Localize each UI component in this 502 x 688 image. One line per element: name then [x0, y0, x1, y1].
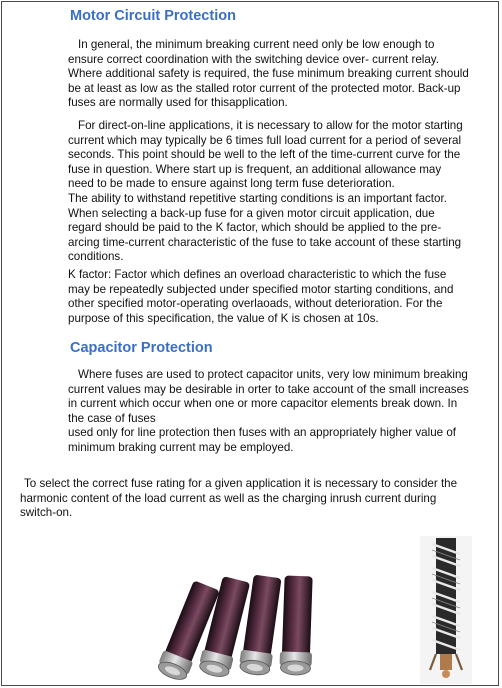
text-line: be at least as low as the stalled rotor current of the protected motor. Back-up: [68, 81, 461, 95]
text-line: purpose of this specification, the value of K is chosen at 10s.: [68, 311, 379, 325]
fuse-element-photo: [420, 536, 472, 684]
motor-heading: Motor Circuit Protection: [70, 8, 236, 24]
text-line: arcing time-current characteristic of the fuse to take account of these starting: [68, 235, 462, 249]
text-line: seconds. This point should be well to the left of the time-current curve for the: [68, 148, 461, 162]
text-line: other specified motor-operating overlaoads, without deterioration. For the: [68, 297, 443, 311]
text-line: Where additional safety is required, the fuse minimum breaking current should: [68, 67, 469, 81]
text-line: need to be made to ensure against long term fuse deterioration.: [68, 177, 395, 191]
text-line: For direct-on-line applications, it is necessary to allow for the motor starting: [78, 119, 463, 132]
text-line: The ability to withstand repetitive starting conditions is an important factor.: [68, 191, 447, 205]
fuses-photo: [157, 570, 329, 685]
text-line: Where fuses are used to protect capacitor units, very low minimum breaking: [78, 368, 468, 381]
text-line: may be repeatedly subjected under specified motor starting conditions, and: [68, 282, 454, 296]
capacitor-heading: Capacitor Protection: [70, 340, 213, 356]
text-line: conditions.: [68, 250, 124, 264]
motor-paragraph-2: [68, 119, 486, 265]
text-line: ensure correct coordination with the switching device over- current relay.: [68, 52, 439, 66]
text-line: minimum braking current may be employed.: [68, 440, 294, 454]
document-page: [1, 1, 499, 686]
text-line: K factor: Factor which defines an overload characteristic to which the fuse: [68, 268, 447, 281]
text-line: harmonic content of the load current as well as the charging inrush current during: [20, 491, 437, 505]
motor-paragraph-1: [68, 38, 486, 111]
rating-paragraph: [20, 477, 490, 521]
k-factor-paragraph: [68, 268, 486, 326]
text-line: current which may typically be 6 times full load current for a period of several: [68, 133, 462, 147]
text-line: the case of fuses: [68, 411, 156, 425]
fuse-4: [279, 575, 314, 675]
capacitor-paragraph: [68, 368, 486, 456]
text-line: fuse in question. Where start up is frequent, an additional allowance may: [68, 162, 442, 176]
text-line: In general, the minimum breaking current need only be low enough to: [78, 38, 435, 51]
text-line: To select the correct fuse rating for a given application it is necessary to consider the: [24, 477, 458, 490]
text-line: current values may be desirable in orter to take account of the small increases: [68, 382, 469, 396]
text-line: switch-on.: [20, 506, 73, 520]
text-line: in current which occur when one or more capacitor elements break down. In: [68, 397, 458, 411]
text-line: fuses are normally used for thisapplication.: [68, 96, 288, 110]
text-line: When selecting a back-up fuse for a given motor circuit application, due: [68, 206, 435, 220]
text-line: regard should be paid to the K factor, which should be applied to the pre-: [68, 221, 442, 235]
text-line: used only for line protection then fuses with an appropriately higher value of: [68, 426, 456, 440]
